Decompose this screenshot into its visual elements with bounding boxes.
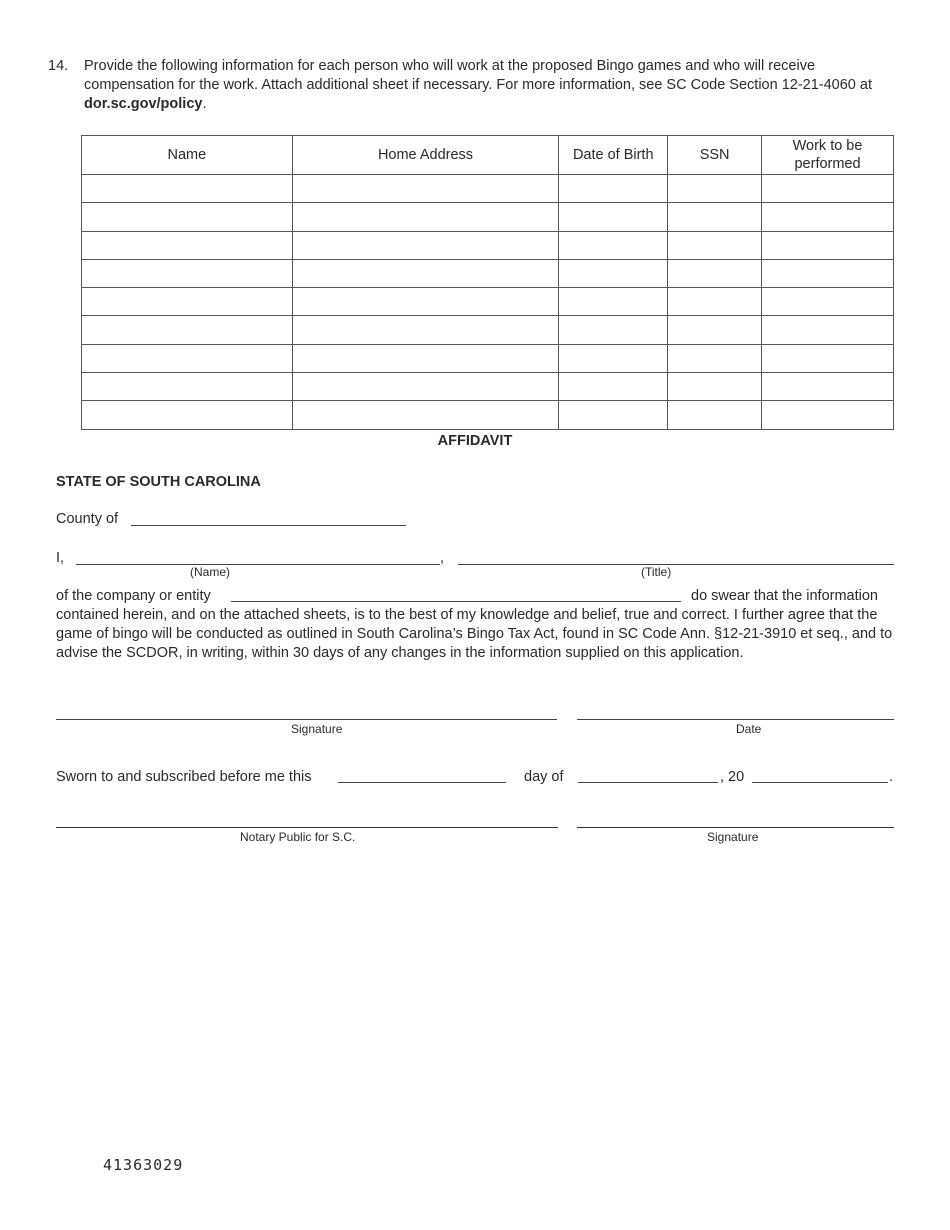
table-cell[interactable]	[82, 401, 293, 429]
table-cell[interactable]	[559, 175, 668, 203]
table-row	[82, 316, 894, 344]
company-field[interactable]	[231, 601, 681, 602]
table-cell[interactable]	[668, 401, 762, 429]
table-cell[interactable]	[292, 175, 559, 203]
swear-label: do swear that the information	[691, 588, 878, 604]
table-row	[82, 401, 894, 429]
table-cell[interactable]	[559, 259, 668, 287]
table-row	[82, 231, 894, 259]
table-row	[82, 259, 894, 287]
table-cell[interactable]	[668, 316, 762, 344]
header-work-to-be-performed: Work to be performed	[762, 136, 894, 175]
table-cell[interactable]	[762, 259, 894, 287]
question-text: Provide the following information for each person who will work at the proposed Bingo games and who will receive compensation for the work. Attach additional sheet if necessary. For more information, see SC Code Section 12-21-4060 at dor.sc.gov/policy.	[84, 58, 872, 112]
table-cell[interactable]	[668, 231, 762, 259]
table-row	[82, 373, 894, 401]
table-cell[interactable]	[292, 401, 559, 429]
notary-signature-caption: Signature	[707, 830, 759, 844]
year-label: , 20	[720, 769, 745, 785]
header-home-address: Home Address	[292, 136, 559, 175]
worker-table	[81, 135, 894, 430]
table-cell[interactable]	[668, 259, 762, 287]
table-cell[interactable]	[82, 316, 293, 344]
name-caption: (Name)	[190, 565, 231, 579]
table-cell[interactable]	[668, 373, 762, 401]
table-cell[interactable]	[559, 231, 668, 259]
county-label: County of	[56, 511, 119, 527]
table-cell[interactable]	[762, 401, 894, 429]
table-cell[interactable]	[82, 344, 293, 372]
table-cell[interactable]	[292, 288, 559, 316]
table-cell[interactable]	[668, 203, 762, 231]
notary-caption: Notary Public for S.C.	[240, 830, 356, 844]
table-cell[interactable]	[668, 175, 762, 203]
table-cell[interactable]	[559, 344, 668, 372]
notary-signature-field[interactable]	[577, 827, 894, 828]
table-cell[interactable]	[559, 288, 668, 316]
policy-link[interactable]: dor.sc.gov/policy	[84, 96, 203, 112]
table-cell[interactable]	[559, 373, 668, 401]
signature-caption: Signature	[291, 722, 343, 736]
table-cell[interactable]	[82, 288, 293, 316]
table-cell[interactable]	[292, 231, 559, 259]
affidavit-paragraph: contained herein, and on the attached sheets, is to the best of my knowledge and belief, true and correct. I further agree that the game of bingo will be conducted as outlined in South Carolina’s Bingo Tax Act, found in SC Code Ann. §12-21-3910 et seq., and to advise the SCDOR, in writing, within 30 days of any changes in the information supplied on this application.	[56, 607, 893, 661]
table-row	[82, 288, 894, 316]
header-ssn: SSN	[668, 136, 762, 175]
signature-field[interactable]	[56, 719, 557, 720]
county-field[interactable]	[131, 525, 406, 526]
company-label: of the company or entity	[56, 588, 211, 604]
table-cell[interactable]	[762, 344, 894, 372]
table-cell[interactable]	[668, 344, 762, 372]
header-date-of-birth: Date of Birth	[559, 136, 668, 175]
comma: ,	[440, 550, 445, 566]
date-caption: Date	[736, 722, 762, 736]
table-row	[82, 175, 894, 203]
table-cell[interactable]	[292, 316, 559, 344]
table-cell[interactable]	[559, 203, 668, 231]
table-cell[interactable]	[559, 316, 668, 344]
notary-field[interactable]	[56, 827, 558, 828]
date-field[interactable]	[577, 719, 894, 720]
table-cell[interactable]	[82, 231, 293, 259]
i-label: I,	[56, 550, 65, 566]
sworn-month-field[interactable]	[578, 782, 718, 783]
sworn-day-field[interactable]	[338, 782, 506, 783]
table-cell[interactable]	[292, 203, 559, 231]
table-cell[interactable]	[762, 231, 894, 259]
table-cell[interactable]	[762, 288, 894, 316]
question-number: 14.	[48, 58, 69, 74]
sworn-label: Sworn to and subscribed before me this	[56, 769, 312, 785]
table-row	[82, 203, 894, 231]
period: .	[889, 769, 894, 785]
table-cell[interactable]	[559, 401, 668, 429]
table-cell[interactable]	[82, 203, 293, 231]
title-caption: (Title)	[641, 565, 672, 579]
form-code: 41363029	[103, 1156, 184, 1174]
sworn-year-field[interactable]	[752, 782, 888, 783]
table-cell[interactable]	[82, 175, 293, 203]
affidavit-title: AFFIDAVIT	[437, 433, 513, 449]
table-cell[interactable]	[668, 288, 762, 316]
table-cell[interactable]	[762, 316, 894, 344]
table-cell[interactable]	[292, 259, 559, 287]
table-cell[interactable]	[762, 203, 894, 231]
header-name: Name	[82, 136, 293, 175]
table-cell[interactable]	[762, 373, 894, 401]
table-cell[interactable]	[82, 373, 293, 401]
table-cell[interactable]	[762, 175, 894, 203]
table-cell[interactable]	[82, 259, 293, 287]
table-cell[interactable]	[292, 373, 559, 401]
name-field[interactable]	[76, 564, 440, 565]
table-header-row	[82, 136, 894, 175]
table-row	[82, 344, 894, 372]
table-cell[interactable]	[292, 344, 559, 372]
title-field[interactable]	[458, 564, 894, 565]
day-of-label: day of	[524, 769, 564, 785]
state-heading: STATE OF SOUTH CAROLINA	[56, 474, 261, 490]
